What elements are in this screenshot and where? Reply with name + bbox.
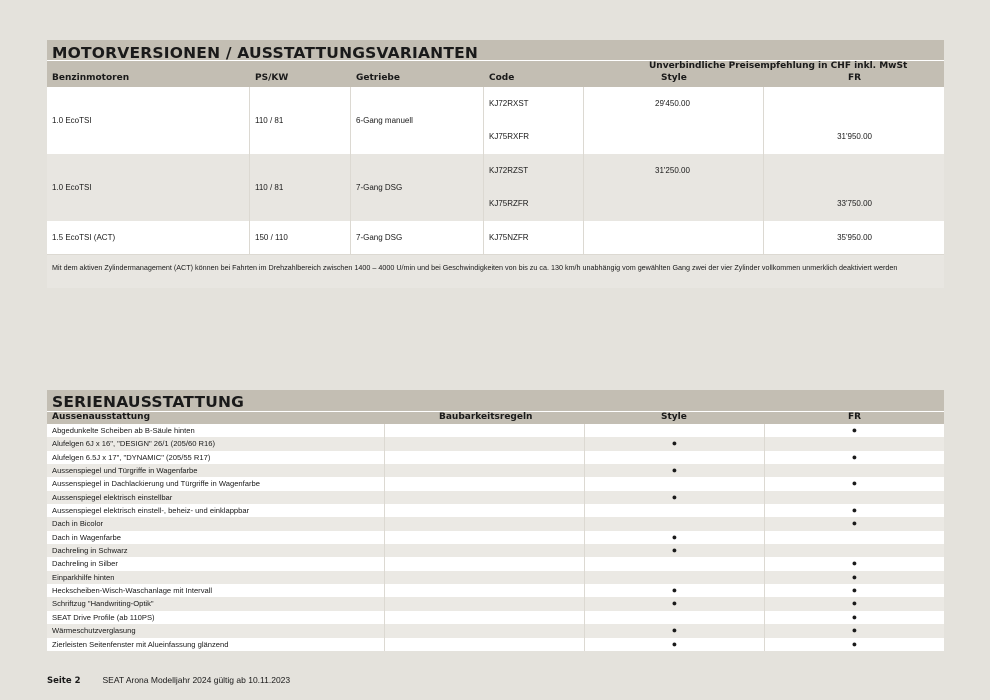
table-row xyxy=(47,571,944,584)
style-price: 31'250.00 xyxy=(655,166,690,175)
style-price-cell xyxy=(584,221,764,254)
style-mark xyxy=(584,504,764,517)
equipment-item: Wärmeschutzverglasung xyxy=(52,626,136,636)
rules-cell xyxy=(384,517,584,530)
code-text: KJ72RXST xyxy=(489,99,529,108)
rules-cell xyxy=(384,531,584,544)
fr-mark: ● xyxy=(764,451,944,464)
fr-mark: ● xyxy=(764,571,944,584)
col-header-style: Style xyxy=(661,412,687,422)
motor-section-title: MOTORVERSIONEN / AUSSTATTUNGSVARIANTEN xyxy=(52,44,479,62)
col-header-power: PS/KW xyxy=(255,73,289,83)
rules-cell xyxy=(384,424,584,437)
code-text: KJ72RZST xyxy=(489,166,529,175)
rules-cell xyxy=(384,557,584,570)
equipment-item: Abgedunkelte Scheiben ab B-Säule hinten xyxy=(52,426,195,435)
style-mark xyxy=(584,557,764,570)
fr-price: 31'950.00 xyxy=(837,132,872,141)
table-row xyxy=(47,154,944,221)
table-row xyxy=(47,477,944,490)
fr-price-cell xyxy=(764,154,944,221)
power-cell: 110 / 81 xyxy=(250,87,351,154)
col-header-fr: FR xyxy=(848,412,862,422)
rules-cell xyxy=(384,464,584,477)
gearbox-cell: 7-Gang DSG xyxy=(351,221,484,254)
equipment-item: Heckscheiben-Wisch-Waschanlage mit Intervall xyxy=(52,586,213,596)
fr-mark: ● xyxy=(764,597,944,610)
equipment-item: Dach in Wagenfarbe xyxy=(52,532,121,542)
style-mark: ● xyxy=(584,624,764,637)
code-text: KJ75RXFR xyxy=(489,132,530,141)
style-mark: ● xyxy=(584,491,764,504)
rules-cell xyxy=(384,571,584,584)
style-mark: ● xyxy=(584,437,764,450)
table-row xyxy=(47,464,944,477)
motor-table-header xyxy=(47,40,944,87)
table-row xyxy=(47,87,944,154)
col-header-fr: FR xyxy=(848,73,862,83)
style-mark: ● xyxy=(584,544,764,557)
fr-mark xyxy=(764,491,944,504)
col-header-item: Aussenausstattung xyxy=(52,412,151,422)
table-row xyxy=(47,597,944,610)
fr-mark: ● xyxy=(764,477,944,490)
fr-price: 33'750.00 xyxy=(837,199,872,208)
footnote-act: Mit dem aktiven Zylindermanagement (ACT) können bei Fahrten im Drehzahlbereich zwischen 1400 – 4000 U/min und bei Geschwindigkeiten von bis zu ca. 130 km/h unabhängig vom gewählten Gang zwei der vier Zylinder vollkommen unmerklich deaktiviert werden xyxy=(47,254,944,288)
engine-cell: 1.5 EcoTSI (ACT) xyxy=(47,221,250,254)
fr-mark xyxy=(764,464,944,477)
equipment-item: Zierleisten Seitenfenster mit Alueinfassung glänzend xyxy=(52,639,229,649)
equipment-item: Alufelgen 6J x 16", "DESIGN" 26/1 (205/60 R16) xyxy=(52,439,216,449)
price-note: Unverbindliche Preisempfehlung in CHF inkl. MwSt xyxy=(649,61,908,71)
table-row xyxy=(47,638,944,651)
equipment-item: Schriftzug "Handwriting-Optik" xyxy=(52,599,154,609)
fr-price: 35'950.00 xyxy=(837,233,872,242)
fr-mark: ● xyxy=(764,424,944,437)
gearbox-cell: 6-Gang manuell xyxy=(351,87,484,154)
fr-price-cell xyxy=(764,87,944,154)
rules-cell xyxy=(384,638,584,651)
col-header-engine: Benzinmotoren xyxy=(52,73,130,83)
gearbox-cell: 7-Gang DSG xyxy=(351,154,484,221)
engine-cell: 1.0 EcoTSI xyxy=(47,154,250,221)
style-mark xyxy=(584,424,764,437)
table-row xyxy=(47,437,944,450)
style-mark xyxy=(584,571,764,584)
standard-equipment-table xyxy=(47,390,944,651)
equipment-item: Dach in Bicolor xyxy=(52,519,104,529)
table-row xyxy=(47,517,944,530)
table-row xyxy=(47,221,944,254)
rules-cell xyxy=(384,491,584,504)
fr-mark: ● xyxy=(764,611,944,624)
fr-mark: ● xyxy=(764,504,944,517)
page-number: Seite 2 xyxy=(47,676,81,686)
fr-mark: ● xyxy=(764,638,944,651)
equip-rows xyxy=(47,424,944,651)
table-row xyxy=(47,611,944,624)
fr-mark: ● xyxy=(764,624,944,637)
col-header-style: Style xyxy=(661,73,687,83)
rules-cell xyxy=(384,477,584,490)
style-mark: ● xyxy=(584,638,764,651)
equip-table-header xyxy=(47,390,944,424)
rules-cell xyxy=(384,437,584,450)
table-row xyxy=(47,504,944,517)
table-row xyxy=(47,624,944,637)
table-row xyxy=(47,531,944,544)
power-cell: 150 / 110 xyxy=(250,221,351,254)
table-row xyxy=(47,584,944,597)
rules-cell xyxy=(384,544,584,557)
rules-cell xyxy=(384,451,584,464)
code-cell xyxy=(484,154,584,221)
style-mark: ● xyxy=(584,584,764,597)
motor-versions-table xyxy=(47,40,944,288)
code-text: KJ75RZFR xyxy=(489,199,529,208)
page-footer xyxy=(47,675,290,686)
fr-mark: ● xyxy=(764,584,944,597)
equipment-item: Einparkhilfe hinten xyxy=(52,572,115,582)
equipment-item: Aussenspiegel elektrisch einstellbar xyxy=(52,492,173,502)
equipment-item: Aussenspiegel elektrisch einstell-, beheiz- und einklappbar xyxy=(52,506,250,516)
style-mark: ● xyxy=(584,464,764,477)
equipment-item: Aussenspiegel in Dachlackierung und Türgriffe in Wagenfarbe xyxy=(52,479,260,489)
power-cell: 110 / 81 xyxy=(250,154,351,221)
style-mark: ● xyxy=(584,531,764,544)
rules-cell xyxy=(384,597,584,610)
fr-mark xyxy=(764,544,944,557)
equipment-item: Aussenspiegel und Türgriffe in Wagenfarbe xyxy=(52,466,198,476)
equipment-item: Dachreling in Silber xyxy=(52,559,118,569)
code-cell: KJ75NZFR xyxy=(484,221,584,254)
fr-mark xyxy=(764,437,944,450)
table-row xyxy=(47,491,944,504)
style-mark xyxy=(584,451,764,464)
style-mark xyxy=(584,517,764,530)
equip-section-title: SERIENAUSSTATTUNG xyxy=(52,393,245,411)
table-row xyxy=(47,557,944,570)
rules-cell xyxy=(384,584,584,597)
engine-cell: 1.0 EcoTSI xyxy=(47,87,250,154)
style-mark xyxy=(584,611,764,624)
code-cell xyxy=(484,87,584,154)
style-price-cell xyxy=(584,154,764,221)
rules-cell xyxy=(384,611,584,624)
table-row xyxy=(47,424,944,437)
col-header-rules: Baubarkeitsregeln xyxy=(439,412,533,422)
fr-mark: ● xyxy=(764,517,944,530)
col-header-gearbox: Getriebe xyxy=(356,73,400,83)
equipment-item: SEAT Drive Profile (ab 110PS) xyxy=(52,612,155,622)
col-header-code: Code xyxy=(489,73,515,83)
equipment-item: Alufelgen 6.5J x 17", "DYNAMIC" (205/55 R17) xyxy=(52,452,211,462)
table-row xyxy=(47,544,944,557)
fr-mark xyxy=(764,531,944,544)
rules-cell xyxy=(384,504,584,517)
table-row xyxy=(47,451,944,464)
style-price: 29'450.00 xyxy=(655,99,690,108)
equipment-item: Dachreling in Schwarz xyxy=(52,546,128,556)
style-mark: ● xyxy=(584,597,764,610)
footer-text: SEAT Arona Modelljahr 2024 gültig ab 10.11.2023 xyxy=(102,675,291,685)
fr-mark: ● xyxy=(764,557,944,570)
rules-cell xyxy=(384,624,584,637)
style-mark xyxy=(584,477,764,490)
style-price-cell xyxy=(584,87,764,154)
